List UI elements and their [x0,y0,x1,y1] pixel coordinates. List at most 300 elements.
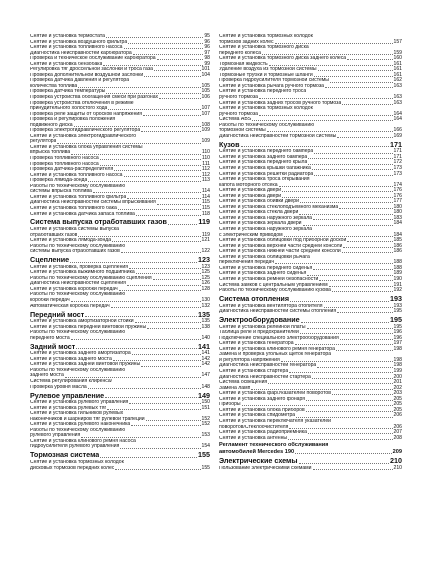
toc-page-number: 98 [204,55,210,62]
toc-dot-leader [312,169,393,170]
toc-dot-leader [329,286,393,287]
toc-page-number: 185 [393,237,402,244]
toc-column-left [30,34,210,471]
toc-entry[interactable] [30,466,210,472]
toc-page-number: 208 [393,434,402,441]
toc-page-number: 96 [204,38,210,45]
toc-dot-leader [317,367,392,368]
toc-dot-leader [296,417,392,418]
toc-dot-leader [306,400,392,401]
toc-section-heading[interactable] [30,218,210,227]
toc-entry-title: Снятие и установка зеркала двери [219,221,302,227]
toc-entry-title: Снятие и установка переднего троса [219,89,307,95]
toc-entry-title: Электрооборудование [219,316,300,325]
toc-page-number: 114 [201,188,210,195]
toc-entry[interactable] [30,385,210,391]
toc-section-heading[interactable] [30,311,210,320]
toc-dot-leader [308,158,392,159]
toc-dot-leader [299,214,392,215]
toc-page-number: 109 [201,127,210,134]
toc-dot-leader [115,469,200,470]
toc-dot-leader [319,280,392,281]
toc-dot-leader [241,146,390,147]
toc-page-number: 195 [393,308,402,315]
toc-dot-leader [303,225,393,226]
toc-entry[interactable] [219,449,402,455]
toc-page-number: 121 [201,237,210,244]
toc-page-number: 150 [201,399,210,406]
toc-entry-title: Снятие и установка блока приборов [219,407,305,413]
toc-dot-leader [308,433,393,434]
toc-entry-title: Замена и проверка угольных щеток генератора [219,352,332,358]
toc-dot-leader [312,378,393,379]
toc-page-number: 135 [201,318,210,325]
toc-entry-title: Система освещения [219,380,268,386]
toc-dot-leader [339,208,392,209]
toc-dot-leader [289,428,392,429]
toc-entry-title: Сцепление [30,256,70,265]
toc-page-number: 190 [393,275,402,282]
toc-entry[interactable] [219,288,402,294]
toc-page-number: 193 [390,293,402,303]
toc-entry-title: Снятие и установка обивки двери [219,199,299,205]
toc-entry-title: Регулировка тяг дроссельной заслонки и троса газа [30,67,153,73]
toc-entry-title: Снятие и установка тормозных колодок [30,460,124,465]
toc-entry-title: Снятие и установка рулевого управления [30,400,129,406]
toc-dot-leader [343,247,392,248]
toc-page-number: 180 [393,209,402,216]
toc-page-number: 193 [393,302,402,309]
toc-page-number: 119 [201,231,210,238]
toc-page-number: 142 [201,355,210,362]
toc-dot-leader [307,328,393,329]
toc-entry-title: Таблица реле и предохранителей [219,330,299,336]
toc-section-heading[interactable] [219,316,402,325]
toc-dot-leader [100,165,202,166]
toc-entry[interactable] [30,304,210,310]
toc-page-number: 162 [393,77,402,84]
toc-section-heading[interactable] [219,295,402,304]
toc-dot-leader [85,316,197,317]
toc-entry-title: Приборы [219,402,241,408]
toc-entry-title: Снятие и установка радиоприемника [219,430,307,436]
toc-entry-title: Проверка и регулировка положения [30,117,116,123]
toc-page-number: 199 [393,368,402,375]
toc-dot-leader [288,439,392,440]
toc-page-number: 203 [393,390,402,397]
toc-entry-title: заднего моста [30,373,64,379]
toc-dot-leader [141,131,200,132]
toc-dot-leader [88,181,201,182]
toc-dot-leader [141,366,200,367]
toc-page-number: 107 [201,105,210,112]
toc-entry-title: Снятие и установка рулевых тяг [30,405,107,411]
toc-entry-title: Замена ламп [219,385,251,391]
toc-dot-leader [313,469,393,470]
toc-section-heading[interactable] [30,392,210,401]
toc-page-number: 101 [201,66,210,73]
toc-entry-title: Снятие и установка крышки багажника [219,166,311,172]
toc-page-number: 183 [393,214,402,221]
toc-page-number: 152 [201,421,210,428]
toc-dot-leader [111,307,201,308]
toc-entry-title: Снятие и установка клинового ремня насоса [30,438,136,444]
toc-page-number: 152 [201,415,210,422]
toc-page-number: 209 [392,449,402,456]
toc-entry[interactable] [30,336,210,342]
toc-entry-title: системы выпуска отработавших газов [30,249,120,255]
toc-entry-title: Снятие и установка ремней безопасности [219,276,319,282]
toc-dot-leader [337,312,392,313]
toc-dot-leader [71,339,201,340]
toc-dot-leader [128,43,203,44]
toc-dot-leader [144,76,200,77]
toc-entry-title: Диагностика неисправностей сцепления [30,281,126,287]
toc-dot-leader [275,43,393,44]
toc-page-number: 166 [393,127,402,134]
toc-entry-title: тормозной системы [219,128,266,134]
toc-page-number: 154 [201,443,210,450]
toc-entry-title: Снятие и установка решетки радиатора [219,171,314,177]
toc-entry-title: Проверка электрогидравлического регулятора [30,128,141,134]
toc-entry-title: Проверка датчика давления и регулятора [30,78,130,84]
toc-entry-title: Снятие и установка облицовки под приборной доской [219,238,347,244]
toc-entry-title: Работы по техническому обслуживанию [30,427,126,433]
toc-dot-leader [114,170,201,171]
toc-entry-title: ручного тормоза [219,111,259,117]
toc-dot-leader [120,448,200,449]
toc-entry-title: Снятие и установка облицовки рычага [219,254,310,260]
toc-page-number: 115 [201,204,210,211]
toc-page-number: 163 [393,94,402,101]
toc-dot-leader [112,241,200,242]
toc-entry-title: Снятие и установка генератора [219,341,294,347]
toc-section-heading[interactable] [30,256,210,265]
toc-page-number: 105 [201,88,210,95]
toc-page-number: 195 [393,323,402,330]
toc-entry-title: Снятие и установка заднего амортизатора [30,351,131,357]
toc-dot-leader [135,322,201,323]
toc-page-number: 110 [201,155,210,162]
toc-dot-leader [105,397,197,398]
toc-dot-leader [136,273,201,274]
toc-page-number: 111 [202,160,210,167]
toc-entry-title: переключения передач [219,260,275,266]
toc-entry-title: Диагностика неисправностей тормозной системы [219,133,337,139]
toc-dot-leader [336,350,393,351]
toc-entry-title: Снятие и установка переключателя указателей [219,418,332,424]
toc-dot-leader [100,159,201,160]
toc-dot-leader [65,377,201,378]
toc-dot-leader [157,59,204,60]
toc-dot-leader [70,262,197,263]
toc-dot-leader [127,285,201,286]
toc-dot-leader [347,59,392,60]
toc-page-number: 135 [198,309,210,319]
toc-dot-leader [127,198,201,199]
toc-entry-title: Снятие и установка троса открывания [219,177,310,183]
toc-dot-leader [118,209,201,210]
toc-entry-title: Снятие и установка бензобака [30,61,103,67]
toc-page-number: 132 [201,302,210,309]
toc-dot-leader [325,87,392,88]
toc-page-number: 148 [201,383,210,390]
toc-entry-title: Тормозная система [30,451,100,460]
toc-entry-title: Снятие и установка датчика запаса топлива [30,211,135,217]
toc-page-number: 157 [393,38,402,45]
toc-dot-leader [300,202,393,203]
toc-entry-title: Тормозные трубки и тормозные шланги [219,72,313,78]
toc-entry-title: Работы по техническому обслуживанию сцепления [30,275,152,281]
toc-dot-leader [252,120,392,121]
toc-entry-title: Подключение специального электрооборудования [219,335,339,341]
toc-page-number: 149 [198,390,210,400]
toc-page-number: 142 [201,361,210,368]
toc-page-number: 112 [201,166,210,173]
toc-page-number: 192 [393,287,402,294]
toc-entry-title: принудительного холостого хода [30,106,108,112]
toc-section-heading[interactable] [30,343,210,352]
toc-page-number: 125 [201,269,210,276]
toc-dot-leader [132,354,201,355]
toc-dot-leader [314,153,392,154]
toc-entry-title: Передний мост [30,310,85,319]
toc-entry-title: Снятие и установка тормозного диска [219,45,309,51]
toc-entry[interactable] [219,436,402,442]
toc-entry-title: Снятие и установка системы выпуска [30,227,119,233]
toc-page-number: 174 [393,181,402,188]
toc-dot-leader [330,82,393,83]
toc-dot-leader [281,361,393,362]
toc-entry-title: Снятие и установка рычага ручного тормоза [219,83,325,89]
toc-entry-title: Снятие и установка наружного зеркала [219,215,313,221]
toc-page-number: 206 [393,412,402,419]
toc-page-number: 172 [393,159,402,166]
toc-page-number: 184 [393,231,402,238]
toc-dot-leader [251,389,392,390]
toc-page-number: 198 [393,356,402,363]
toc-entry-title: Проверка дополнительной воздушной заслонки [30,72,144,78]
toc-entry[interactable] [30,249,210,255]
toc-entry[interactable] [219,442,402,448]
toc-page-number: 108 [201,121,210,128]
toc-page-number: 99 [204,60,210,67]
toc-dot-leader [289,372,392,373]
toc-page-number: 125 [201,274,210,281]
toc-dot-leader [300,333,393,334]
toc-page-number: 206 [393,423,402,430]
toc-dot-leader [103,65,203,66]
toc-dot-leader [106,37,203,38]
toc-dot-leader [168,224,197,225]
toc-entry-title: системы впрыска топлива [30,189,92,195]
toc-dot-leader [318,70,393,71]
toc-entry-title: капота моторного отсека [219,182,278,188]
toc-entry-title: Снятие и установка выжимного подшипника [30,270,135,276]
toc-entry-title: Снятие и установка нижней части средней консоли [219,249,341,255]
toc-dot-leader [136,215,201,216]
toc-entry[interactable] [219,466,402,472]
toc-entry-title: Снятие и установка коробки передач [30,286,118,292]
toc-page-number: 163 [393,82,402,89]
toc-entry-title: Проверка уровня масла [30,384,87,390]
toc-section-heading[interactable] [30,451,210,460]
toc-page-number: 202 [393,384,402,391]
toc-dot-leader [159,98,200,99]
toc-entry[interactable] [30,444,210,450]
toc-dot-leader [129,403,200,404]
toc-entry-title: ручного тормоза [219,95,259,101]
toc-entry-title: Удаление воздуха из тормозной системы [219,67,317,73]
toc-dot-leader [306,411,393,412]
toc-entry-title: переднего колеса [219,50,261,56]
toc-entry-title: Снятие и установка, проверка сцепления [30,264,128,270]
toc-entry-title: Проверка реле защиты от бросков напряжения [30,111,142,117]
toc-dot-leader [290,301,389,302]
toc-entry-title: Снятие и установка задних тросов ручного тормоза [219,100,342,106]
toc-entry-title: Снятие и установка стекла двери [219,210,299,216]
toc-dot-leader [129,268,201,269]
toc-entry-title: и регулятора напряжения [219,357,280,363]
toc-entry-title: Снятие и установка наружного зеркала [219,227,313,233]
toc-dot-leader [78,87,200,88]
toc-entry-title: Снятие и установка заднего моста [30,356,112,362]
toc-page-number: 112 [201,171,210,178]
toc-entry-title: Снятие и установка передней винтовой пружины [30,324,147,330]
toc-dot-leader [347,241,392,242]
toc-entry-title: Снятие и установка топливного бака [30,205,117,211]
toc-dot-leader [313,269,392,270]
toc-entry-title: Снятие и установка спидометра [219,413,296,419]
toc-page-number: 140 [201,334,210,341]
toc-page-number: 147 [201,372,210,379]
toc-entry-title: подвижного диска [30,122,73,128]
toc-page-number: 197 [393,340,402,347]
toc-entry-title: Работы по техническому обслуживанию [30,330,126,336]
toc-page-number: 210 [393,464,402,471]
toc-entry-title: Снятие и установка верхней части средней консоли [219,243,343,249]
toc-entry-title: Диагностика неисправностей генератора [219,363,317,369]
toc-dot-leader [268,383,392,384]
toc-page-number: 96 [204,44,210,51]
toc-page-number: 195 [390,315,402,325]
toc-dot-leader [153,279,201,280]
toc-dot-leader [259,98,392,99]
toc-dot-leader [324,307,393,308]
toc-entry-title: Снятие и установка стартера [219,369,289,375]
toc-page-number: 188 [393,259,402,266]
toc-page-number: 160 [393,55,402,62]
toc-entry-title: дисковых тормозов передних колес [30,465,115,471]
toc-dot-leader [147,328,200,329]
toc-page-number: 200 [393,373,402,380]
toc-page-number: 171 [393,153,402,160]
toc-page-number: 118 [201,210,210,217]
toc-entry-title: наконечников и шарниров тяг рулевой трапеции [30,416,145,422]
toc-entry-title: рулевого управления [30,433,81,439]
toc-page-number: 186 [393,248,402,255]
toc-entry[interactable] [30,212,210,218]
toc-page-number: 119 [198,217,210,227]
toc-dot-leader [269,65,393,66]
toc-page-number: 141 [198,341,210,351]
toc-dot-leader [146,420,201,421]
toc-entry-title: Работы по техническому обслуживанию [30,243,126,249]
toc-entry-title: Проверка датчика температуры [30,89,106,95]
toc-page-number: 130 [201,297,210,304]
toc-dot-leader [282,197,392,198]
toc-page-number: 110 [201,149,210,156]
toc-entry-title: Снятие и установка блока управления системы [30,144,143,150]
toc-page-number: 151 [201,404,210,411]
toc-dot-leader [124,176,201,177]
toc-page-number: 115 [201,199,210,206]
toc-dot-leader [284,236,393,237]
toc-dot-leader [113,360,201,361]
toc-page-number: 161 [393,71,402,78]
toc-page-number: 180 [393,203,402,210]
toc-page-number: 207 [393,429,402,436]
toc-section-heading[interactable] [219,457,402,466]
toc-entry-title: Снятие и установка переднего бампера [219,149,314,155]
toc-page-number: 201 [393,379,402,386]
toc-dot-leader [332,291,393,292]
toc-entry[interactable] [219,134,402,140]
toc-entry-title: Снятие и установка рулевого наконечника [30,422,131,428]
toc-entry-title: коробки передач [30,298,70,304]
toc-dot-leader [279,186,393,187]
toc-page-number: 122 [201,248,210,255]
toc-dot-leader [259,115,392,116]
toc-page-number: 113 [201,177,210,184]
toc-page-number: 159 [393,49,402,56]
toc-entry-title: Снятие и установка тормозных колодок [219,34,313,39]
toc-page-number: 173 [393,165,402,172]
toc-dot-leader [100,457,197,458]
toc-entry-title: Проверка топливного насоса [30,161,99,167]
toc-entry-title: Диагностика неисправностей системы отопления [219,309,337,315]
toc-entry-title: Проверка устройства обогащения смеси при разгонах [30,95,159,101]
toc-column-right [219,34,402,471]
toc-dot-leader [342,252,393,253]
toc-entry[interactable] [219,309,402,315]
toc-entry-title: Снятие и установка тормозного диска заднего колеса [219,56,347,62]
toc-page-number: 155 [201,464,210,471]
toc-dot-leader [157,204,201,205]
toc-entry-title: Система регулирования клиренса/ [30,379,113,385]
toc-entry-title: Снятие и установка амортизаторной стойки [30,319,134,325]
toc-entry-title: Диагностика неисправностей системы впрыскивания [30,200,156,206]
toc-entry-title: Снятие и установка переднего крыла [219,160,308,166]
toc-entry-title: Проверка лямбда-зонда [30,178,88,184]
toc-entry-title: Система ABS [219,117,252,123]
toc-page-number: 138 [201,323,210,330]
toc-dot-leader [131,425,200,426]
toc-dot-leader [57,143,200,144]
toc-entry-title: Система выпуска отработавших газов [30,218,167,227]
toc-page-number: 176 [393,192,402,199]
toc-dot-leader [74,126,201,127]
toc-entry-title: Диагностика неисправностей стартера [219,374,311,380]
toc-entry-title: Кузов [219,140,240,149]
toc-entry-title: Регламент технического обслуживания [219,441,329,448]
toc-entry-title: с электрическим приводом [219,232,283,238]
toc-page-number: 188 [393,264,402,271]
toc-entry-title: тормозов задних колес [219,39,274,45]
toc-entry-title: Автоматическая коробка передач [30,303,110,309]
toc-section-heading[interactable] [219,141,402,150]
toc-entry-title: Снятие и установка двери [219,193,282,199]
